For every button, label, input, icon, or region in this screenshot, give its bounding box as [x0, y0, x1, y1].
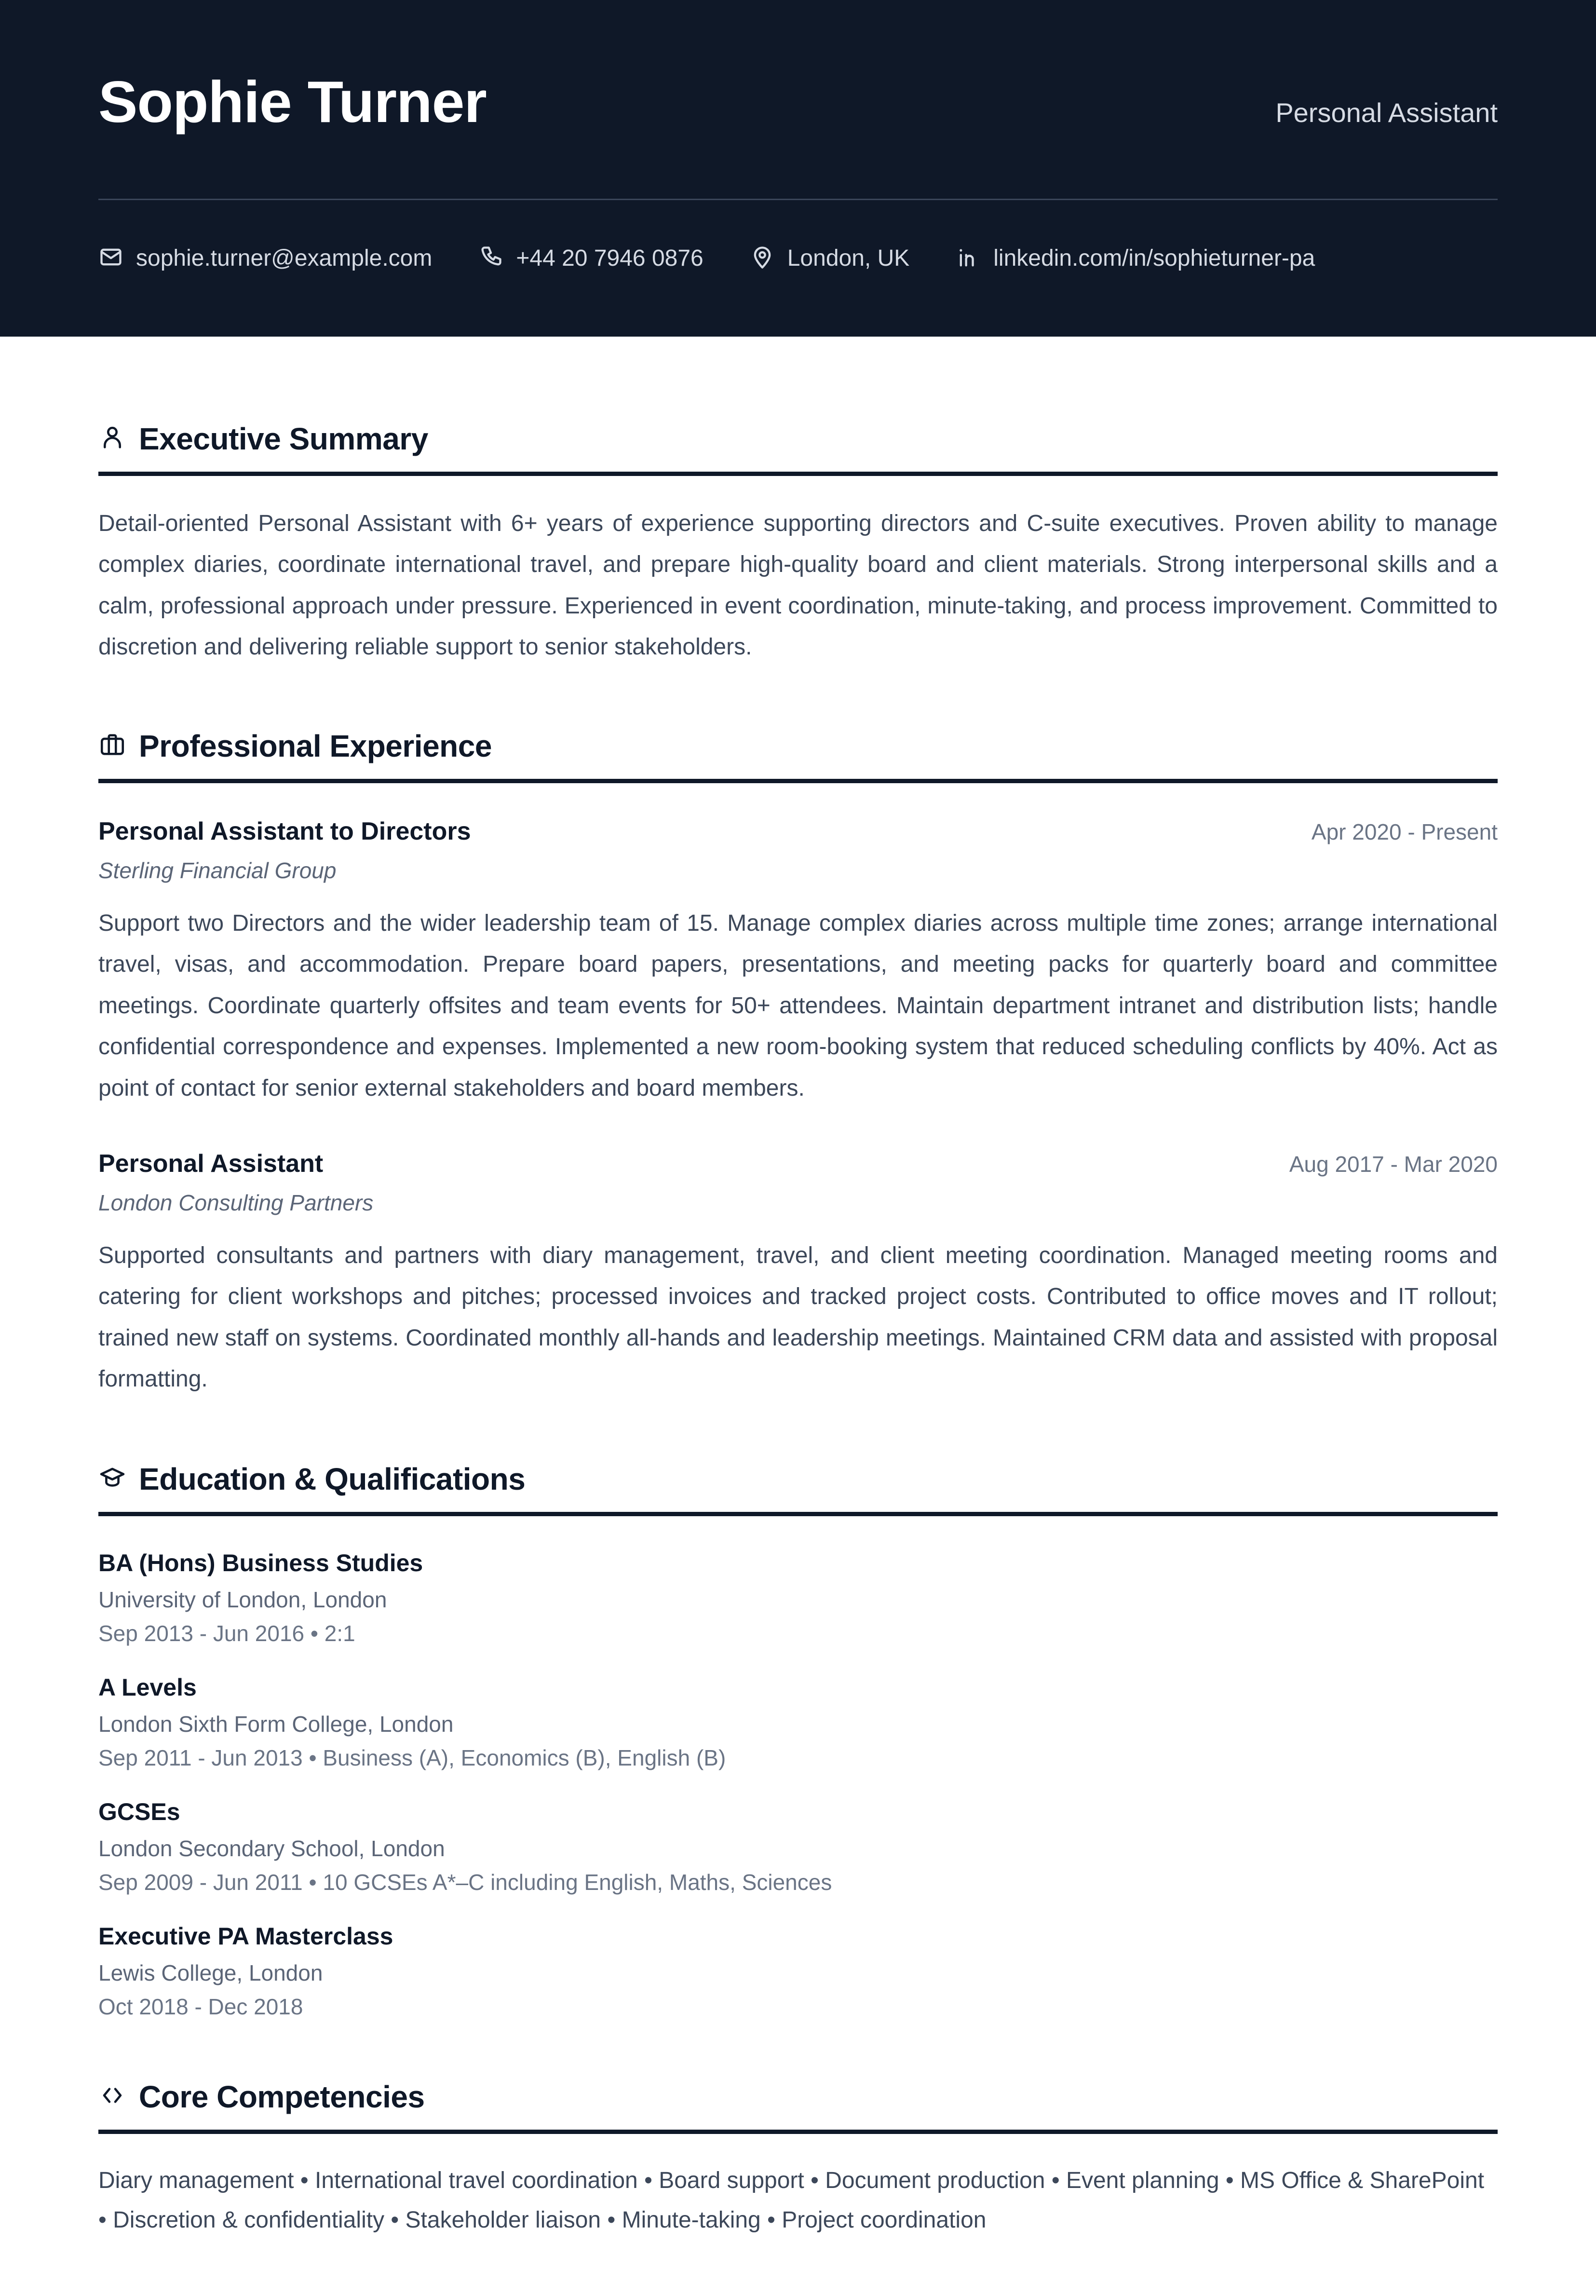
- experience-rule: [98, 779, 1498, 783]
- education-heading-row: [98, 1461, 1498, 1496]
- contact-location-text: London, UK: [787, 245, 910, 271]
- education-school: London Secondary School, London: [98, 1835, 445, 1861]
- skills-rule: [98, 2130, 1498, 2134]
- linkedin-icon: [956, 245, 981, 272]
- skills-heading: Core Competencies: [139, 2079, 425, 2114]
- contact-email[interactable]: [98, 245, 432, 272]
- education-school: Lewis College, London: [98, 1960, 323, 1985]
- resume-header: [0, 0, 1596, 337]
- summary-text: Detail-oriented Personal Assistant with 6+ years of experience supporting directors and C-suite executives. Proven ability to manage complex diaries, coordinate international travel, and prepare high-quality board and client materials. Strong interpersonal skills and a calm, professional approach under pressure. Experienced in event coordination, minute-taking, and process improvement. Committed to discretion and delivering reliable support to senior stakeholders.: [98, 511, 1498, 660]
- summary-heading: Executive Summary: [139, 421, 428, 456]
- candidate-job-title: Personal Assistant: [1275, 97, 1498, 128]
- contact-location: [750, 245, 910, 272]
- skills-heading-row: [98, 2081, 1498, 2112]
- job-role: Personal Assistant: [98, 1149, 324, 1178]
- skills-list: Diary management • International travel coordination • Board support • Document production • Event planning • MS Office & SharePoint • Discretion & confidentiality • Stakeholder liaison • Minute-taking • Project coordination: [98, 2167, 1485, 2233]
- resume-body: [0, 337, 1596, 2241]
- job-dates: Aug 2017 - Mar 2020: [1289, 1151, 1498, 1177]
- education-item: [98, 1800, 1498, 1893]
- section-core-competencies: [98, 2018, 1498, 2241]
- job-company: Sterling Financial Group: [98, 857, 337, 883]
- contact-linkedin-text: linkedin.com/in/sophieturner-pa: [993, 245, 1315, 271]
- graduation-cap-icon: [98, 1464, 126, 1494]
- job-description: Support two Directors and the wider leadership team of 15. Manage complex diaries across multiple time zones; arrange international travel, visas, and accommodation. Prepare board papers, presentations, and meeting packs for quarterly board and committee meetings. Coordinate quarterly offsites and team events for 50+ attendees. Maintain department intranet and distribution lists; handle confidential correspondence and expenses. Implemented a new room-booking system that reduced scheduling conflicts by 40%. Act as point of contact for senior external stakeholders and board members.: [98, 910, 1498, 1101]
- code-brackets-icon: [98, 2081, 126, 2112]
- education-meta: Sep 2011 - Jun 2013 • Business (A), Economics (B), English (B): [98, 1745, 726, 1770]
- person-icon: [98, 424, 126, 454]
- job-role: Personal Assistant to Directors: [98, 817, 471, 845]
- job-description: Supported consultants and partners with diary management, travel, and client meeting coordination. Managed meeting rooms and catering for client workshops and pitches; processed invoices and tracked project costs. Contributed to office moves and IT rollout; trained new staff on systems. Coordinated monthly all-hands and leadership meetings. Maintained CRM data and assisted with proposal formatting.: [98, 1242, 1498, 1392]
- education-meta: Sep 2009 - Jun 2011 • 10 GCSEs A*–C including English, Maths, Sciences: [98, 1869, 832, 1895]
- candidate-name: Sophie Turner: [98, 69, 487, 135]
- education-meta: Sep 2013 - Jun 2016 • 2:1: [98, 1620, 355, 1646]
- education-meta: Oct 2018 - Dec 2018: [98, 1994, 303, 2019]
- summary-rule: [98, 472, 1498, 476]
- contact-email-text: sophie.turner@example.com: [136, 245, 433, 271]
- education-item: [98, 1675, 1498, 1769]
- education-item: [98, 1551, 1498, 1644]
- job-header-row: [98, 819, 1498, 844]
- phone-icon: [478, 245, 503, 272]
- section-education: [98, 1400, 1498, 2018]
- education-degree: BA (Hons) Business Studies: [98, 1549, 423, 1576]
- summary-heading-row: [98, 423, 1498, 454]
- experience-item: [98, 819, 1498, 1109]
- contact-linkedin[interactable]: [956, 245, 1315, 272]
- header-title-row: [98, 69, 1498, 199]
- education-degree: GCSEs: [98, 1798, 180, 1825]
- section-executive-summary: [98, 337, 1498, 668]
- experience-item: [98, 1151, 1498, 1400]
- job-dates: Apr 2020 - Present: [1311, 819, 1498, 844]
- job-header-row: [98, 1151, 1498, 1176]
- education-rule: [98, 1512, 1498, 1516]
- experience-heading-row: [98, 728, 1498, 763]
- section-professional-experience: [98, 668, 1498, 1400]
- experience-heading: Professional Experience: [139, 728, 492, 763]
- contact-phone-text: +44 20 7946 0876: [516, 245, 703, 271]
- briefcase-icon: [98, 731, 126, 761]
- education-school: London Sixth Form College, London: [98, 1711, 454, 1737]
- education-heading: Education & Qualifications: [139, 1461, 526, 1496]
- job-company: London Consulting Partners: [98, 1190, 374, 1215]
- education-degree: Executive PA Masterclass: [98, 1922, 393, 1950]
- education-school: University of London, London: [98, 1587, 387, 1612]
- contact-phone[interactable]: [478, 245, 703, 272]
- contact-row: [98, 200, 1498, 272]
- location-pin-icon: [750, 245, 775, 272]
- envelope-icon: [98, 245, 123, 272]
- education-item: [98, 1924, 1498, 2018]
- education-degree: A Levels: [98, 1673, 197, 1701]
